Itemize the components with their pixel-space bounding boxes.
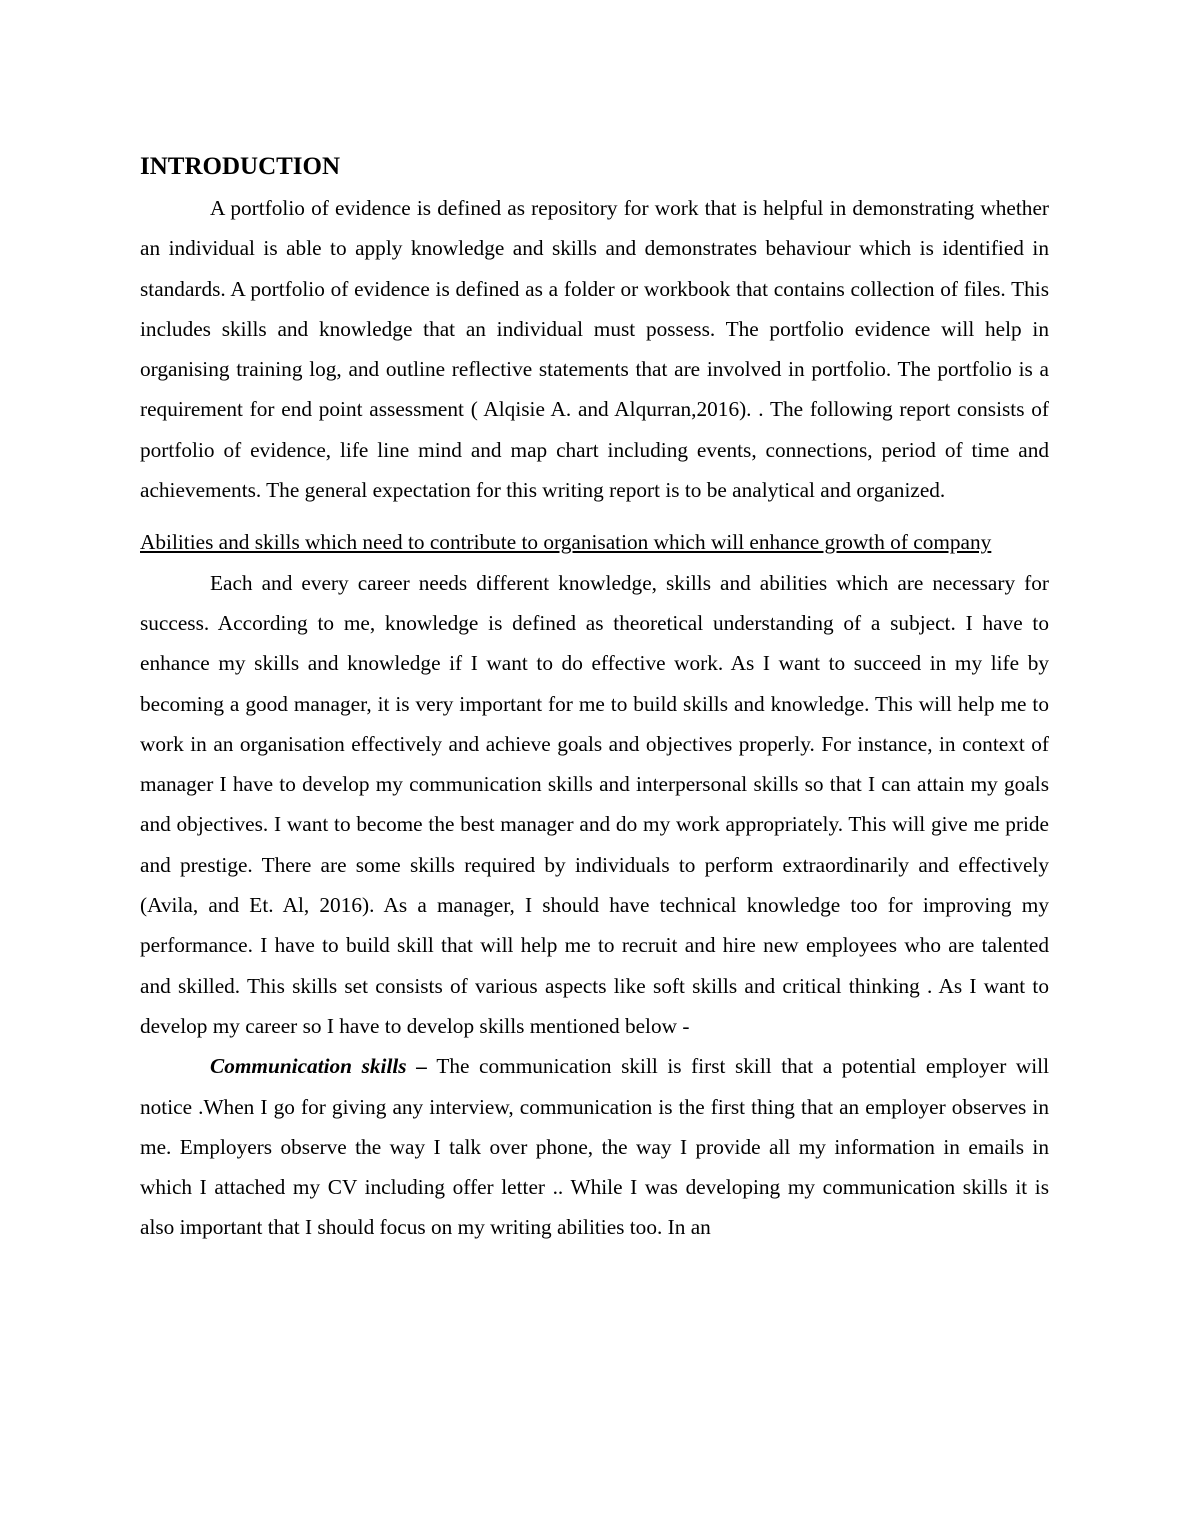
communication-skills-term: Communication skills xyxy=(210,1054,407,1079)
term-dash: – xyxy=(406,1054,437,1079)
document-page xyxy=(140,148,1049,1248)
communication-skills-paragraph xyxy=(140,1046,1049,1247)
communication-skills-text: The communication skill is first skill that a potential employer will notice .When I go for giving any interview, communication is the first thing that an employer observes in me. Employers observe the way I talk over phone, the way I provide all my information in emails in which I attached my CV including offer letter .. While I was developing my communication skills it is also important that I should focus on my writing abilities too. In an xyxy=(140,1054,1049,1240)
skills-paragraph: Each and every career needs different knowledge, skills and abilities which are necessary for success. According to me, knowledge is defined as theoretical understanding of a subject. I have to enhance my skills and knowledge if I want to do effective work. As I want to succeed in my life by becoming a good manager, it is very important for me to build skills and knowledge. This will help me to work in an organisation effectively and achieve goals and objectives properly. For instance, in context of manager I have to develop my communication skills and interpersonal skills so that I can attain my goals and objectives. I want to become the best manager and do my work appropriately. This will give me pride and prestige. There are some skills required by individuals to perform extraordinarily and effectively (Avila, and Et. Al, 2016). As a manager, I should have technical knowledge too for improving my performance. I have to build skill that will help me to recruit and hire new employees who are talented and skilled. This skills set consists of various aspects like soft skills and critical thinking . As I want to develop my career so I have to develop skills mentioned below - xyxy=(140,570,1049,1038)
section-heading-introduction: INTRODUCTION xyxy=(140,153,341,180)
subheading-abilities-skills: Abilities and skills which need to contribute to organisation which will enhance growth of company xyxy=(140,530,992,555)
intro-paragraph: A portfolio of evidence is defined as repository for work that is helpful in demonstrating whether an individual is able to apply knowledge and skills and demonstrates behaviour which is identified in standards. A portfolio of evidence is defined as a folder or workbook that contains collection of files. This includes skills and knowledge that an individual must possess. The portfolio evidence will help in organising training log, and outline reflective statements that are involved in portfolio. The portfolio is a requirement for end point assessment ( Alqisie A. and Alqurran,2016). . The following report consists of portfolio of evidence, life line mind and map chart including events, connections, period of time and achievements. The general expectation for this writing report is to be analytical and organized. xyxy=(140,196,1049,503)
